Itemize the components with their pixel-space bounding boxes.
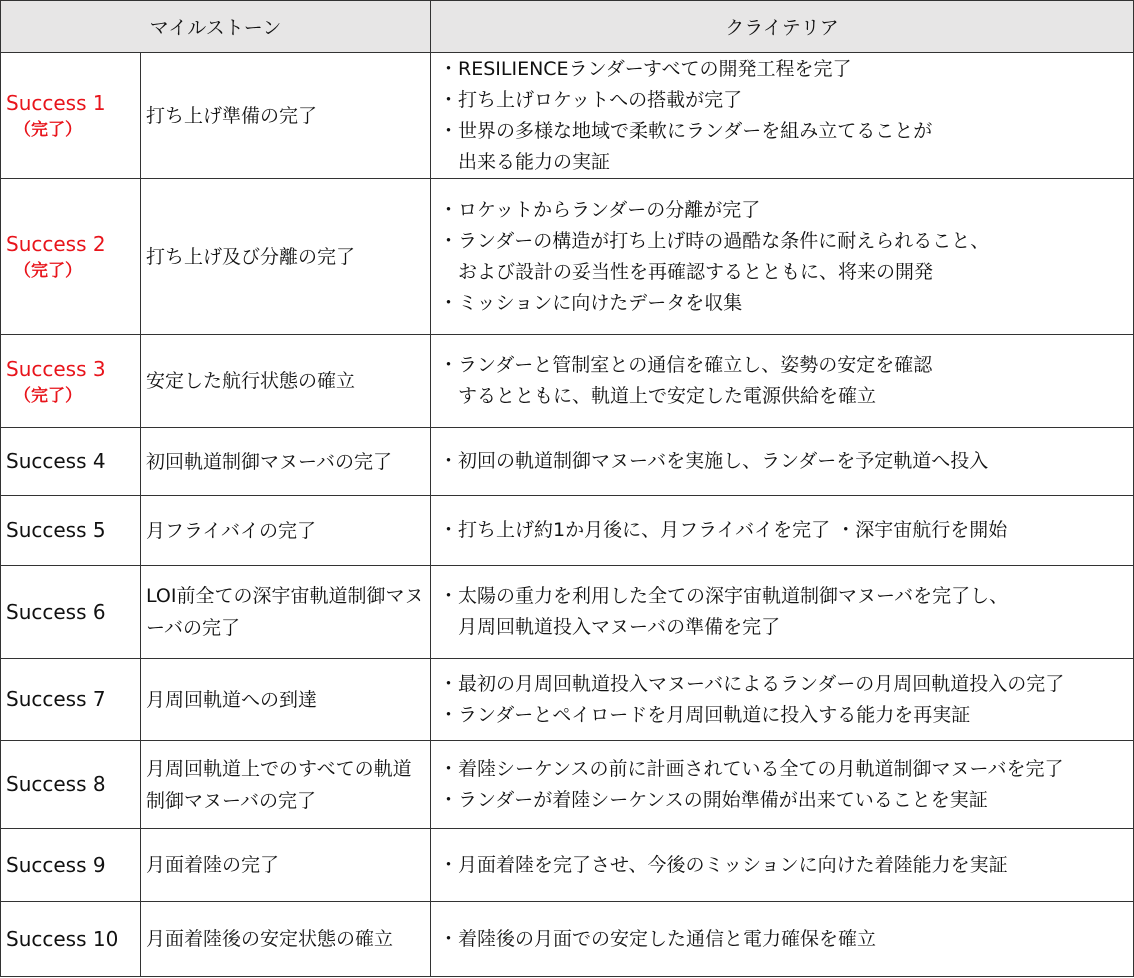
milestone-name: 月周回軌道上でのすべての軌道制御マヌーバの完了 (141, 741, 431, 829)
criteria-line: および設計の妥当性を再確認するとともに、将来の開発 (458, 260, 934, 283)
criteria-line: 月周回軌道投入マヌーバの準備を完了 (458, 616, 781, 638)
table-row (1, 829, 1134, 902)
milestone-code-cell (1, 179, 141, 335)
criteria-cell (431, 566, 1134, 659)
criteria-line: ・着陸シーケンスの前に計画されている全ての月軌道制御マヌーバを完了 (439, 757, 1064, 780)
milestone-code: Success 2 (6, 232, 106, 256)
milestone-code-cell (1, 53, 141, 179)
criteria-cell (431, 902, 1134, 977)
table-row (1, 659, 1134, 741)
milestone-header: マイルストーン (1, 1, 431, 53)
criteria-line: 出来る能力の実証 (458, 150, 611, 173)
header-row (1, 1, 1134, 53)
table-row (1, 53, 1134, 179)
criteria-cell (431, 179, 1134, 335)
criteria-line: ・ランダーが着陸シーケンスの開始準備が出来ていることを実証 (439, 788, 988, 811)
status-badge: （完了） (14, 385, 82, 406)
milestone-code: Success 10 (6, 926, 119, 951)
milestone-code-cell (1, 741, 141, 829)
milestone-code-cell (1, 496, 141, 566)
criteria-line: ・ランダーとペイロードを月周回軌道に投入する能力を再実証 (439, 703, 971, 726)
criteria-cell (431, 659, 1134, 741)
milestone-name: 安定した航行状態の確立 (141, 335, 431, 428)
milestone-code: Success 8 (6, 772, 106, 796)
milestone-code-cell (1, 659, 141, 741)
criteria-line: ・ランダーの構造が打ち上げ時の過酷な条件に耐えられること、 (439, 229, 990, 252)
criteria-cell (431, 335, 1134, 428)
criteria-line: ・世界の多様な地域で柔軟にランダーを組み立てることが (439, 119, 933, 142)
status-badge: （完了） (14, 120, 82, 140)
status-badge: （完了） (14, 261, 82, 281)
table-row (1, 566, 1134, 659)
criteria-line: ・ロケットからランダーの分離が完了 (439, 198, 761, 221)
criteria-line: するとともに、軌道上で安定した電源供給を確立 (458, 385, 877, 407)
table-row (1, 496, 1134, 566)
milestone-code-cell (1, 566, 141, 659)
table-row (1, 179, 1134, 335)
criteria-line: ・打ち上げ約1か月後に、月フライバイを完了 ・深宇宙航行を開始 (439, 519, 1008, 541)
criteria-line: ・着陸後の月面での安定した通信と電力確保を確立 (439, 927, 877, 950)
milestone-code-cell (1, 902, 141, 977)
milestone-code: Success 5 (6, 518, 106, 542)
table-row (1, 902, 1134, 977)
criteria-cell (431, 428, 1134, 496)
criteria-cell (431, 496, 1134, 566)
milestone-name: 打ち上げ及び分離の完了 (141, 179, 431, 335)
criteria-header: クライテリア (431, 1, 1134, 53)
milestone-name: 月フライバイの完了 (141, 496, 431, 566)
criteria-line: ・ミッションに向けたデータを収集 (439, 291, 743, 314)
table-row (1, 335, 1134, 428)
criteria-line: ・ランダーと管制室との通信を確立し、姿勢の安定を確認 (439, 354, 933, 376)
milestone-code: Success 6 (6, 599, 106, 624)
criteria-line: ・月面着陸を完了させ、今後のミッションに向けた着陸能力を実証 (439, 853, 1008, 876)
milestone-code: Success 1 (6, 91, 106, 115)
criteria-line: ・打ち上げロケットへの搭載が完了 (439, 88, 743, 111)
table-row (1, 741, 1134, 829)
milestone-code-cell (1, 829, 141, 902)
milestone-code: Success 7 (6, 687, 106, 711)
criteria-cell (431, 829, 1134, 902)
milestone-code: Success 9 (6, 852, 106, 877)
milestone-name: 打ち上げ準備の完了 (141, 53, 431, 179)
milestone-code: Success 3 (6, 356, 106, 381)
milestone-code-cell (1, 428, 141, 496)
milestone-name: 月面着陸後の安定状態の確立 (141, 902, 431, 977)
milestone-name: 初回軌道制御マヌーバの完了 (141, 428, 431, 496)
criteria-cell (431, 741, 1134, 829)
criteria-line: ・初回の軌道制御マヌーバを実施し、ランダーを予定軌道へ投入 (439, 450, 989, 472)
criteria-line: ・RESILIENCEランダーすべての開発工程を完了 (439, 57, 852, 80)
criteria-line: ・最初の月周回軌道投入マヌーバによるランダーの月周回軌道投入の完了 (439, 672, 1065, 695)
milestone-code-cell (1, 335, 141, 428)
milestone-code: Success 4 (6, 449, 106, 473)
criteria-line: ・太陽の重力を利用した全ての深宇宙軌道制御マヌーバを完了し、 (439, 585, 1009, 607)
table-row (1, 428, 1134, 496)
criteria-cell (431, 53, 1134, 179)
milestone-name: LOI前全ての深宇宙軌道制御マヌーバの完了 (141, 566, 431, 659)
milestone-name: 月周回軌道への到達 (141, 659, 431, 741)
milestone-name: 月面着陸の完了 (141, 829, 431, 902)
